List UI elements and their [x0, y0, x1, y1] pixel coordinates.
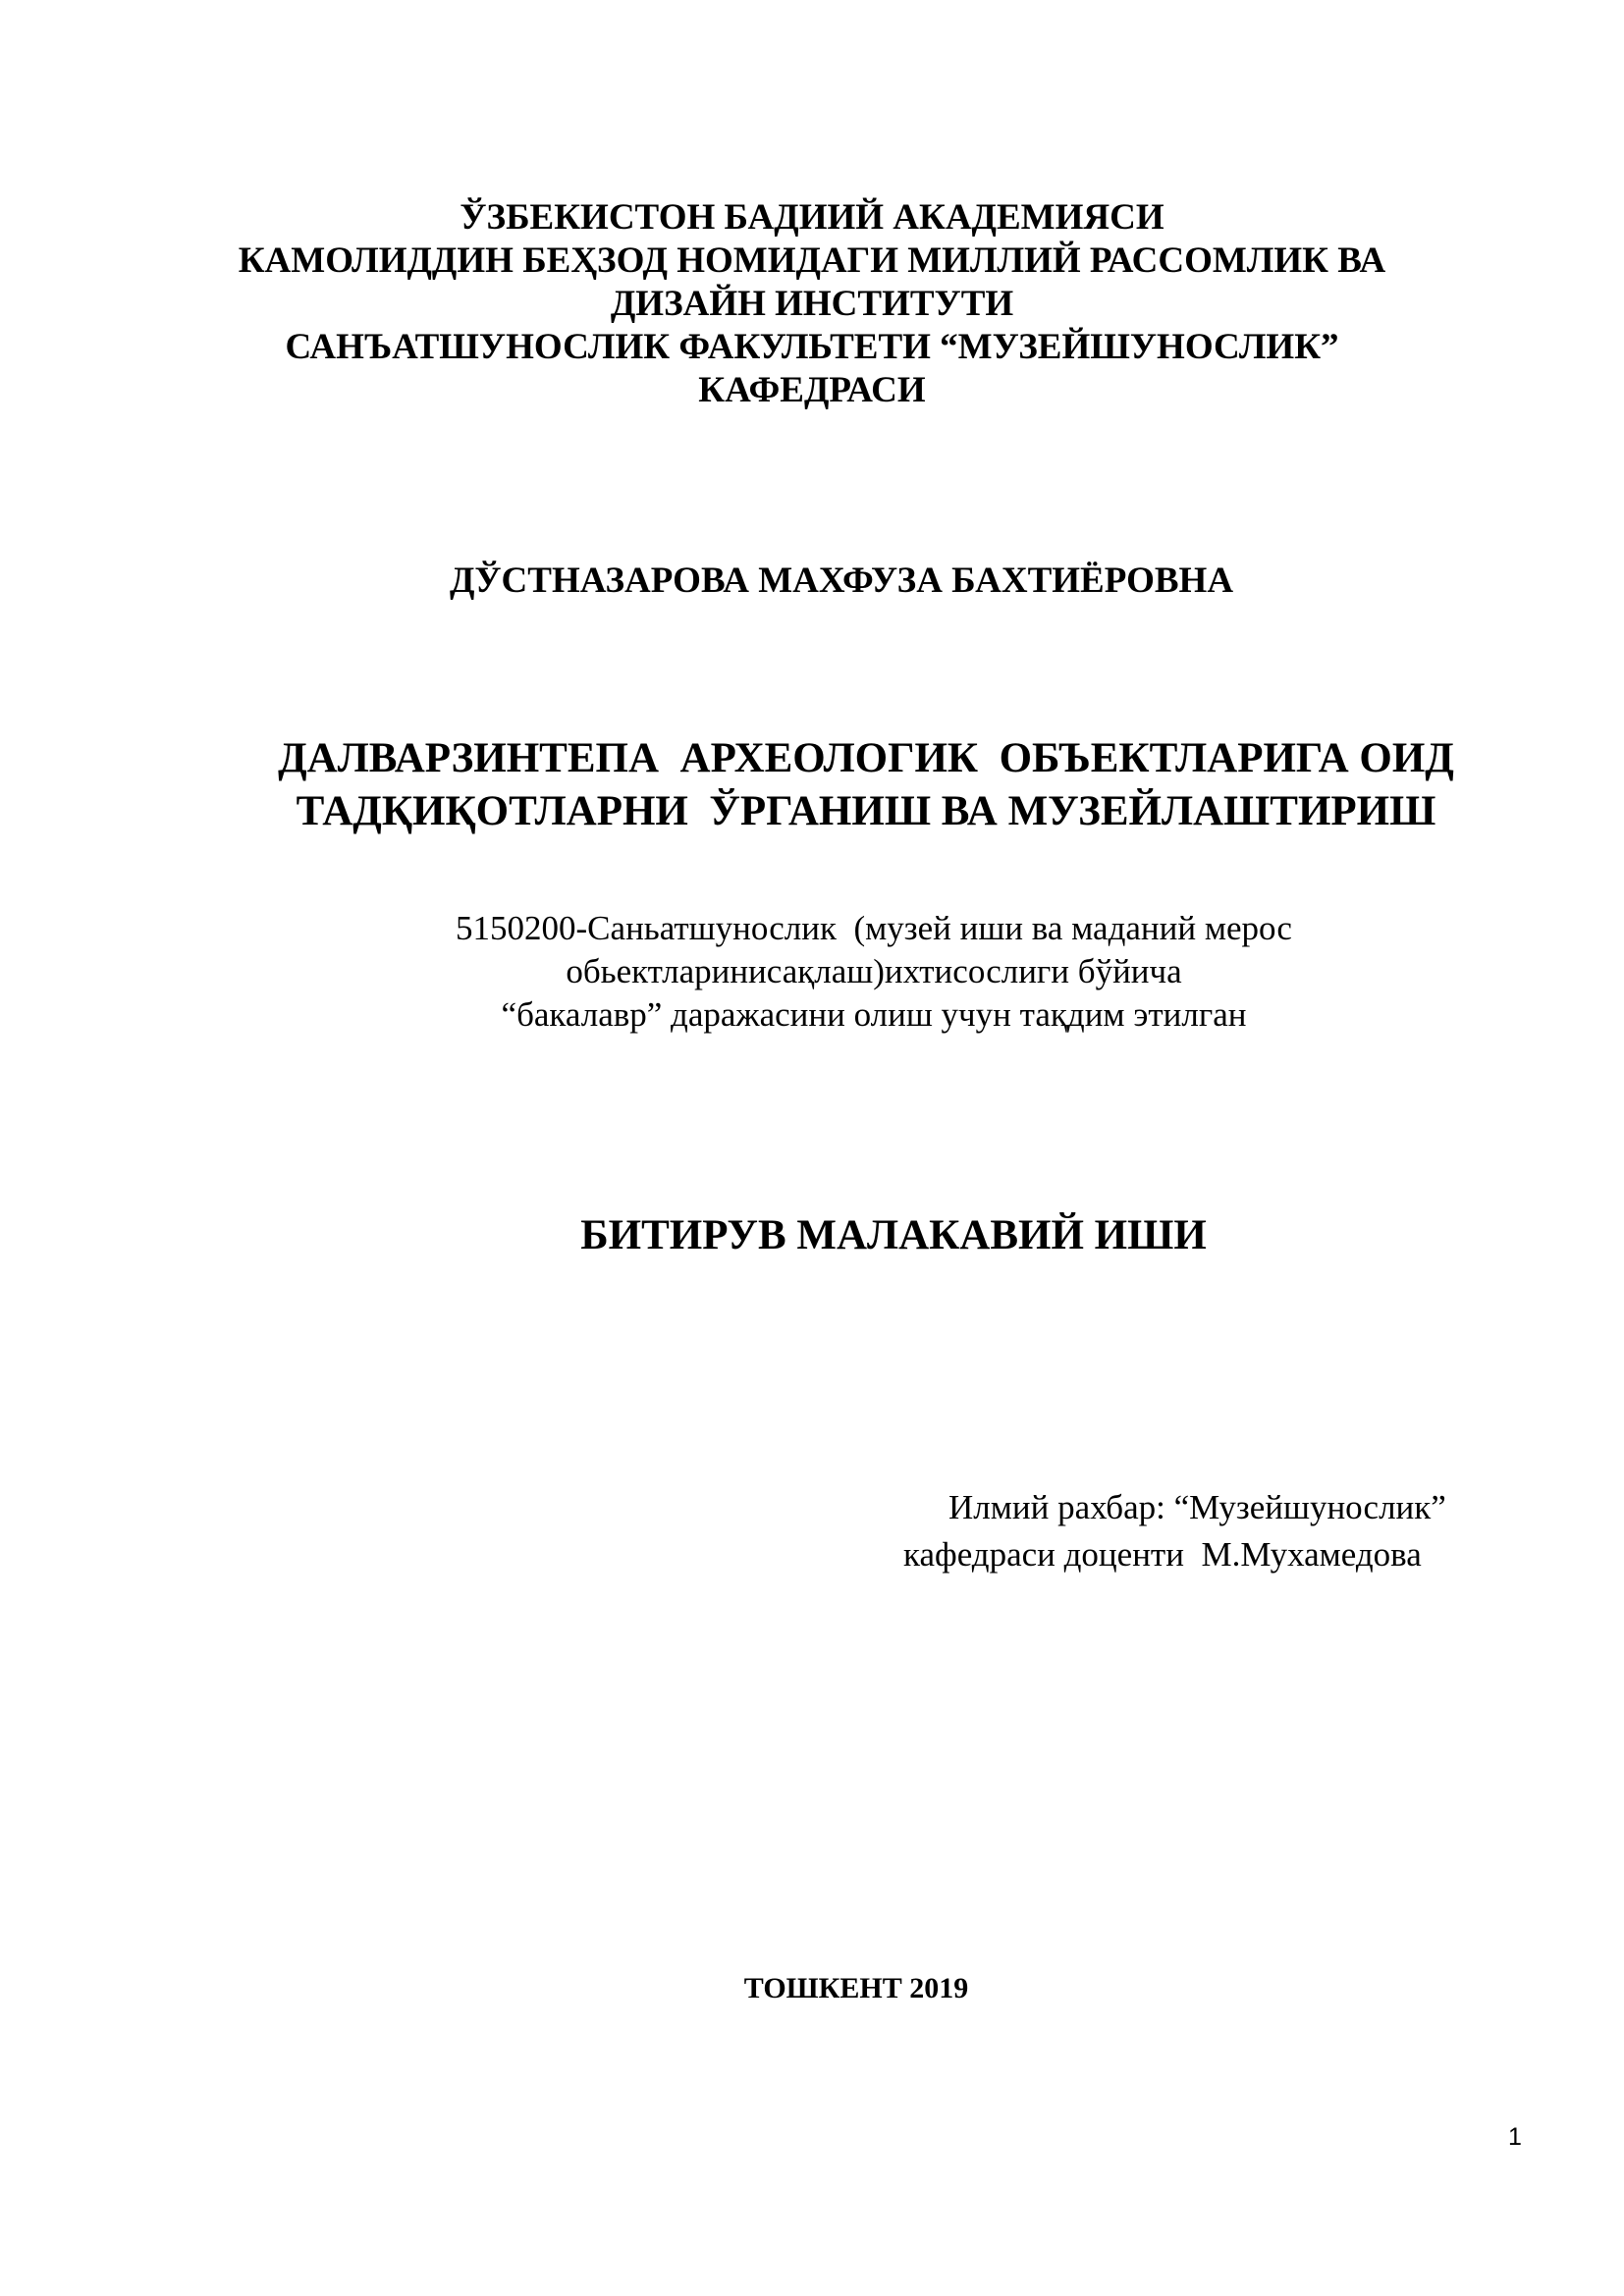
header-line-department: КАФЕДРАСИ	[698, 370, 926, 410]
page-number: 1	[1508, 2123, 1522, 2151]
header-line-academy: ЎЗБЕКИСТОН БАДИИЙ АКАДЕМИЯСИ	[460, 197, 1164, 238]
supervisor-line-2: кафедраси доценти М.Мухамедова	[903, 1535, 1422, 1574]
city-year: ТОШКЕНТ 2019	[743, 1972, 969, 2004]
institution-header	[218, 196, 1406, 412]
thesis-title-line-1: ДАЛВАРЗИНТЕПА АРХЕОЛОГИК ОБЪЕКТЛАРИГА ОИД	[278, 735, 1454, 781]
specialty-line-2: обьектларинисақлаш)ихтисослиги бўйича	[566, 952, 1182, 990]
specialty-line-3: “бакалавр” даражасини олиш учун тақдим этилган	[501, 995, 1247, 1034]
supervisor-info	[903, 1484, 1532, 1578]
supervisor-line-1: Илмий рахбар: “Музейшунослик”	[948, 1488, 1446, 1526]
specialty-line-1: 5150200-Саньатшунослик (музей иши ва маданий мерос	[456, 909, 1292, 947]
specialty-description	[285, 907, 1463, 1037]
thesis-title-line-2: ТАДҚИҚОТЛАРНИ ЎРГАНИШ ВА МУЗЕЙЛАШТИРИШ	[296, 788, 1436, 834]
header-line-faculty: САНЪАТШУНОСЛИК ФАКУЛЬТЕТИ “МУЗЕЙШУНОСЛИК”	[285, 327, 1339, 367]
author-name: ДЎСТНАЗАРОВА МАХФУЗА БАХТИЁРОВНА	[449, 561, 1234, 601]
header-line-institute-cont: ДИЗАЙН ИНСТИТУТИ	[610, 284, 1014, 324]
header-line-institute: КАМОЛИДДИН БЕҲЗОД НОМИДАГИ МИЛЛИЙ РАССОМЛИК ВА	[238, 240, 1386, 281]
thesis-title	[218, 732, 1514, 838]
work-type-heading: БИТИРУВ МАЛАКАВИЙ ИШИ	[580, 1212, 1207, 1258]
